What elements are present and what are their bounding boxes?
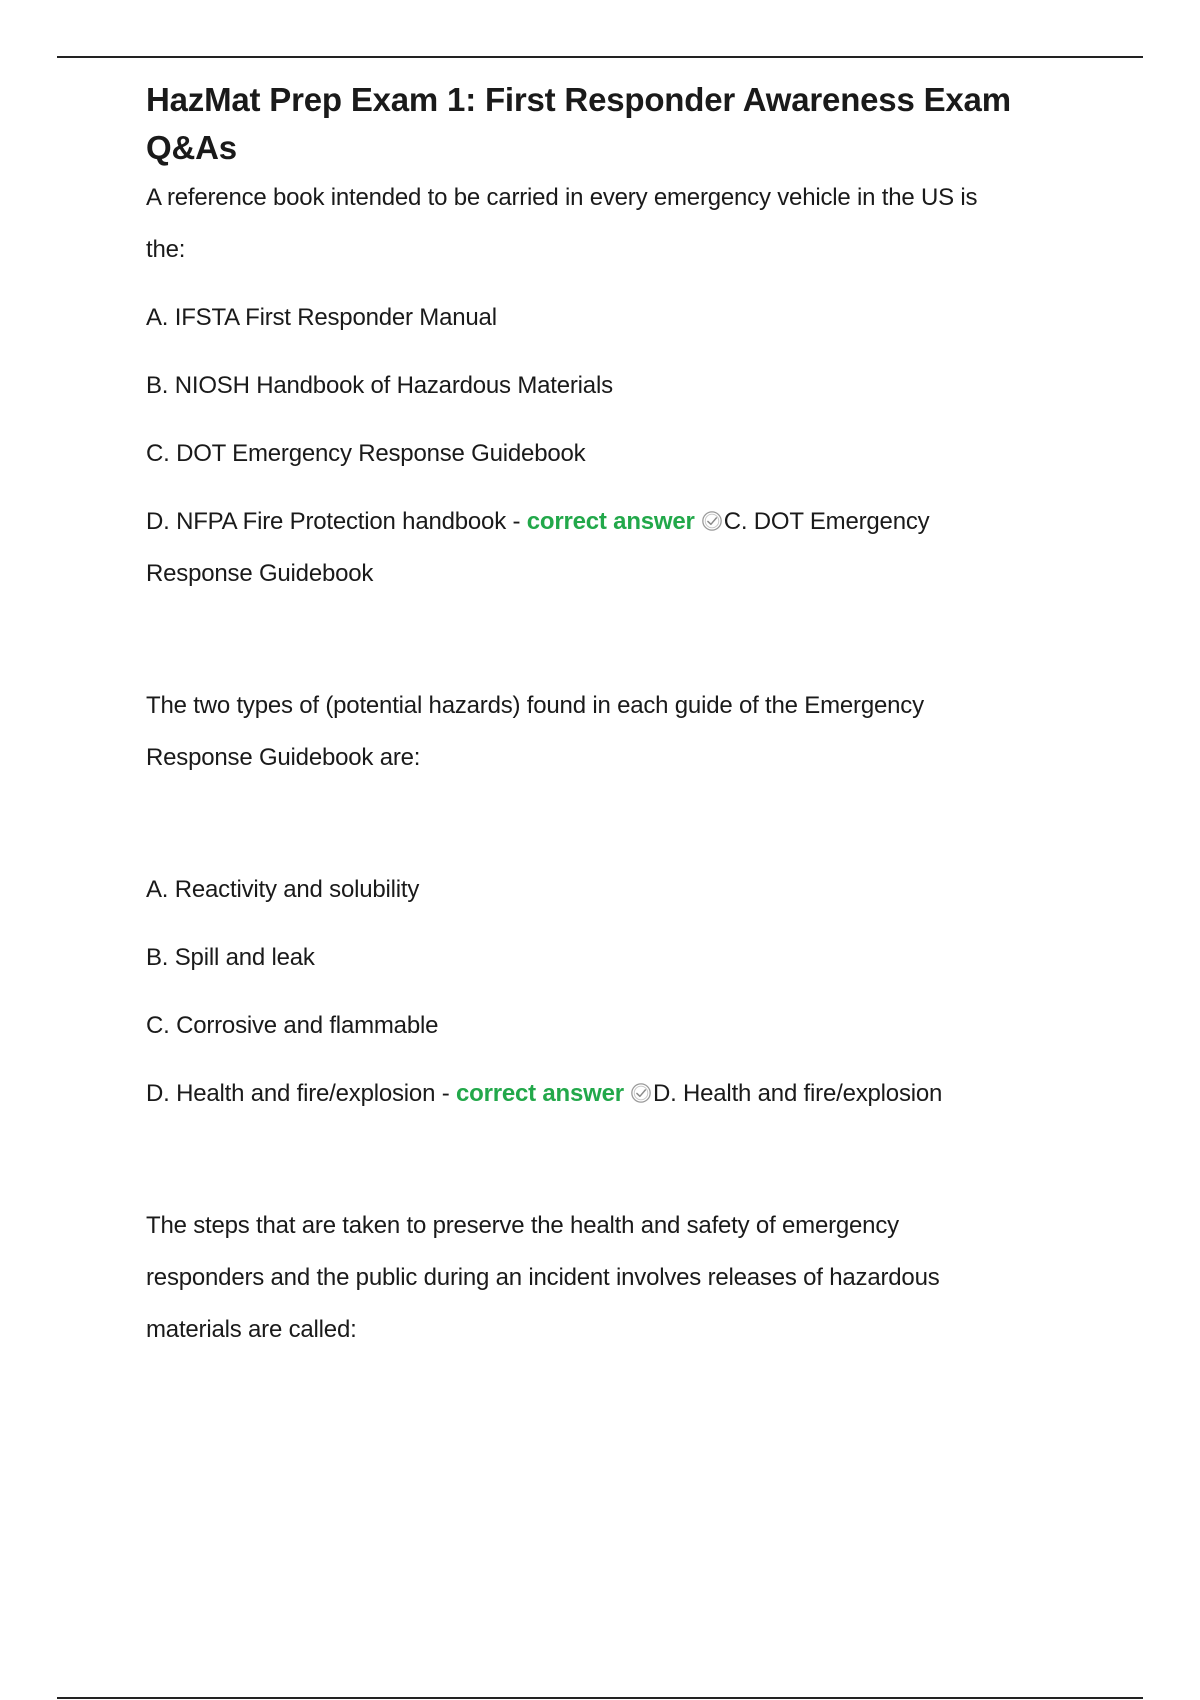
document-body <box>146 76 1086 1356</box>
answer-option-d <box>146 1068 1086 1120</box>
question-2 <box>146 680 1086 1120</box>
correct-answer-label: correct answer <box>526 508 695 535</box>
bottom-rule <box>57 1697 1143 1699</box>
answer-option-c: C. Corrosive and flammable <box>146 1012 439 1039</box>
question-prompt-line: The two types of (potential hazards) found in each guide of the Emergency <box>146 692 924 719</box>
answer-option-d-text: D. Health and fire/explosion - <box>146 1080 456 1107</box>
top-rule <box>57 56 1143 58</box>
correct-answer-label: correct answer <box>455 1080 624 1107</box>
answer-option-a: A. Reactivity and solubility <box>146 876 420 903</box>
question-prompt-line: responders and the public during an incident involves releases of hazardous <box>146 1264 940 1291</box>
answer-option-d <box>146 496 1086 548</box>
question-prompt-line: A reference book intended to be carried in every emergency vehicle in the US is <box>146 184 978 211</box>
question-prompt-line: materials are called: <box>146 1316 357 1343</box>
question-prompt-line: the: <box>146 236 186 263</box>
answer-option-b: B. Spill and leak <box>146 944 315 971</box>
answer-option-d-text: D. NFPA Fire Protection handbook - <box>146 508 527 535</box>
question-3 <box>146 1200 1086 1356</box>
question-1 <box>146 172 1086 600</box>
answer-option-a: A. IFSTA First Responder Manual <box>146 304 497 331</box>
question-prompt-line: Response Guidebook are: <box>146 744 421 771</box>
answer-option-c: C. DOT Emergency Response Guidebook <box>146 440 586 467</box>
answer-option-b: B. NIOSH Handbook of Hazardous Materials <box>146 372 613 399</box>
correct-answer-text: C. DOT Emergency <box>723 508 930 535</box>
correct-answer-text-continued: Response Guidebook <box>146 560 374 587</box>
check-circle-icon <box>701 510 723 532</box>
check-circle-icon <box>630 1082 652 1104</box>
correct-answer-text: D. Health and fire/explosion <box>652 1080 943 1107</box>
question-prompt-line: The steps that are taken to preserve the health and safety of emergency <box>146 1212 899 1239</box>
document-title: HazMat Prep Exam 1: First Responder Awareness Exam Q&As <box>146 81 1011 166</box>
